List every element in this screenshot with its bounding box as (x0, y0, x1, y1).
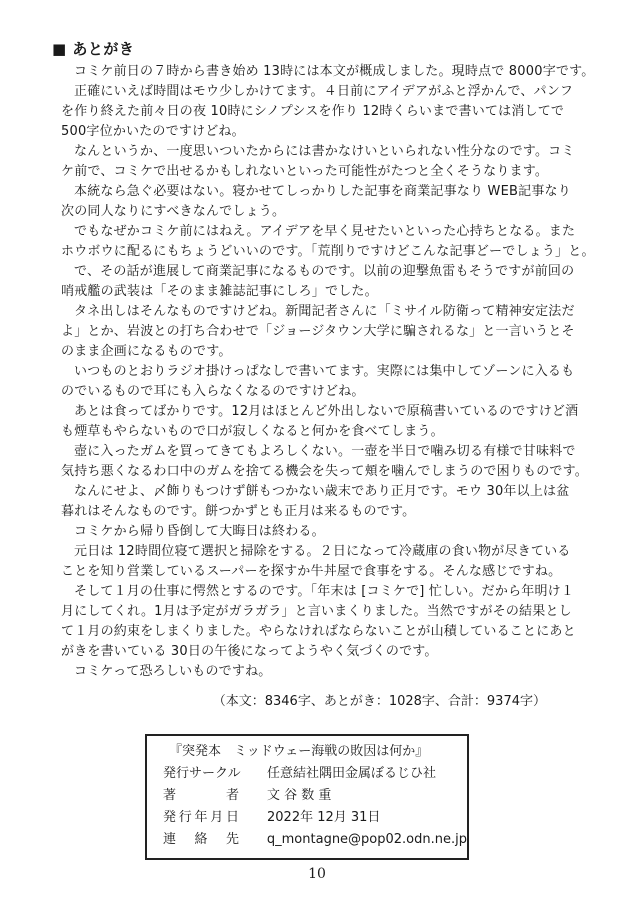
colophon-label-circle: 発行サークル (163, 766, 241, 781)
colophon-label-date: 発 行 年 月 日 (163, 810, 239, 825)
paragraph-line: そして１月の仕事に愕然とするのです。「年末は [コミケで] 忙しい。だから年明け１ (74, 584, 575, 599)
paragraph-line: タネ出しはそんなものですけどね。新聞記者さんに「ミサイル防衛って精神安定法だ (74, 304, 575, 319)
paragraph-line: 月にしてくれ。1月は予定がガラガラ」と言いまくりました。当然ですがその結果とし (61, 604, 572, 619)
paragraph-line: を作り終えた前々日の夜 10時にシノプシスを作り 12時くらいまで書いては消してで (61, 104, 565, 119)
paragraph-line: いつものとおりラジオ掛けっぱなしで書いてます。実際には集中してゾーンに入るも (74, 364, 575, 379)
colophon-label-author: 著 者 (163, 788, 239, 803)
paragraph-line: ケ前で、コミケで出せるかもしれないといった可能性がたつと全くそうなります。 (61, 164, 549, 179)
paragraph-line: 哨戒艦の武装は「そのまま雑誌記事にしろ」でした。 (61, 284, 378, 299)
paragraph-line: がきを書いている 30日の午後になってようやく気づくのです。 (61, 644, 438, 659)
paragraph-line: なんにせよ、〆飾りもつけず餅もつかない歳末であり正月です。モウ 30年以上は盆 (74, 484, 570, 499)
paragraph-line: あとは食ってばかりです。12月はほとんど外出しないで原稿書いているのですけど酒 (74, 404, 579, 419)
colophon-value-author: 文 谷 数 重 (267, 788, 332, 803)
colophon-row-contact (163, 829, 467, 851)
colophon-row-author (163, 785, 467, 807)
paragraph-line: 正確にいえば時間はモウ少しかけてます。４日前にアイデアがふと浮かんで、パンフ (74, 84, 574, 99)
paragraph-line: も煙草もやらないもので口が寂しくなると何かを食べてしまう。 (61, 424, 444, 439)
colophon-row-date (163, 807, 467, 829)
colophon-box (145, 734, 469, 860)
paragraph-line: 本統なら急ぐ必要はない。寝かせてしっかりした記事を商業記事なり WEB記事なり (74, 184, 571, 199)
body-text (61, 62, 595, 682)
paragraph-line: で、その話が進展して商業記事になるものです。以前の迎撃魚雷もそうですが前回の (74, 264, 575, 279)
colophon-title: 『突発本 ミッドウェー海戦の敗因は何か』 (169, 744, 429, 759)
page-number: 10 (308, 866, 326, 882)
paragraph-line: でもなぜかコミケ前にはねえ。アイデアを早く見せたいといった心持ちとなる。また (74, 224, 576, 239)
character-counts: （本文：8346字、あとがき：1028字、合計：9374字） (212, 694, 546, 709)
paragraph-line: なんというか、一度思いついたからには書かなけいといられない性分なのです。コミ (74, 144, 575, 159)
paragraph-line: 壺に入ったガムを買ってきてもよろしくない。一壺を半日で噛み切る有様で甘味料で (74, 444, 576, 459)
colophon-row-circle (163, 763, 467, 785)
paragraph-line: 次の同人なりにすべきなんでしょう。 (61, 204, 286, 219)
paragraph-line: よ」とか、岩波との打ち合わせで「ジョージタウン大学に騙されるな」と一言いうとそ (61, 324, 575, 339)
paragraph-line: のでいるもので耳にも入らなくなるのですけどね。 (61, 384, 365, 399)
paragraph-line: のまま企画になるものです。 (61, 344, 232, 359)
paragraph-line: 500字位かいたのですけどね。 (61, 124, 245, 139)
colophon-label-contact: 連 絡 先 (163, 832, 239, 847)
paragraph-line: ホウボウに配るにもちょうどいいのです。「荒削りですけどこんな記事どーでしょう」と。 (61, 244, 595, 259)
paragraph-line: 気持ち悪くなるわ口中のガムを捨てる機会を失って頬を噛んでしまうので困りものです。 (61, 464, 588, 479)
colophon-value-contact: q_montagne@pop02.odn.ne.jp (266, 832, 467, 847)
paragraph-line: 元日は 12時間位寝て選択と掃除をする。２日になって冷蔵庫の食い物が尽きている (74, 544, 571, 559)
paragraph-line: コミケ前日の７時から書き始め 13時には本文が概成しました。現時点で 8000字です。 (74, 64, 595, 79)
colophon-value-date: 2022年 12月 31日 (267, 810, 381, 825)
section-heading: ■ あとがき (52, 40, 135, 58)
paragraph-line: コミケって恐ろしいものですね。 (74, 664, 272, 679)
paragraph-line: 暮れはそんなものです。餅つかずとも正月は来るものです。 (61, 504, 416, 519)
paragraph-line: て１月の約束をしまくりました。やらなければならないことが山積していることにあと (61, 624, 576, 639)
paragraph-line: ことを知り営業しているスーパーを探すか牛丼屋で食事をする。そんな感じですね。 (61, 564, 562, 579)
paragraph-line: コミケから帰り昏倒して大晦日は終わる。 (74, 524, 325, 539)
colophon-value-circle: 任意結社隅田金属ぼるじひ社 (267, 766, 437, 781)
